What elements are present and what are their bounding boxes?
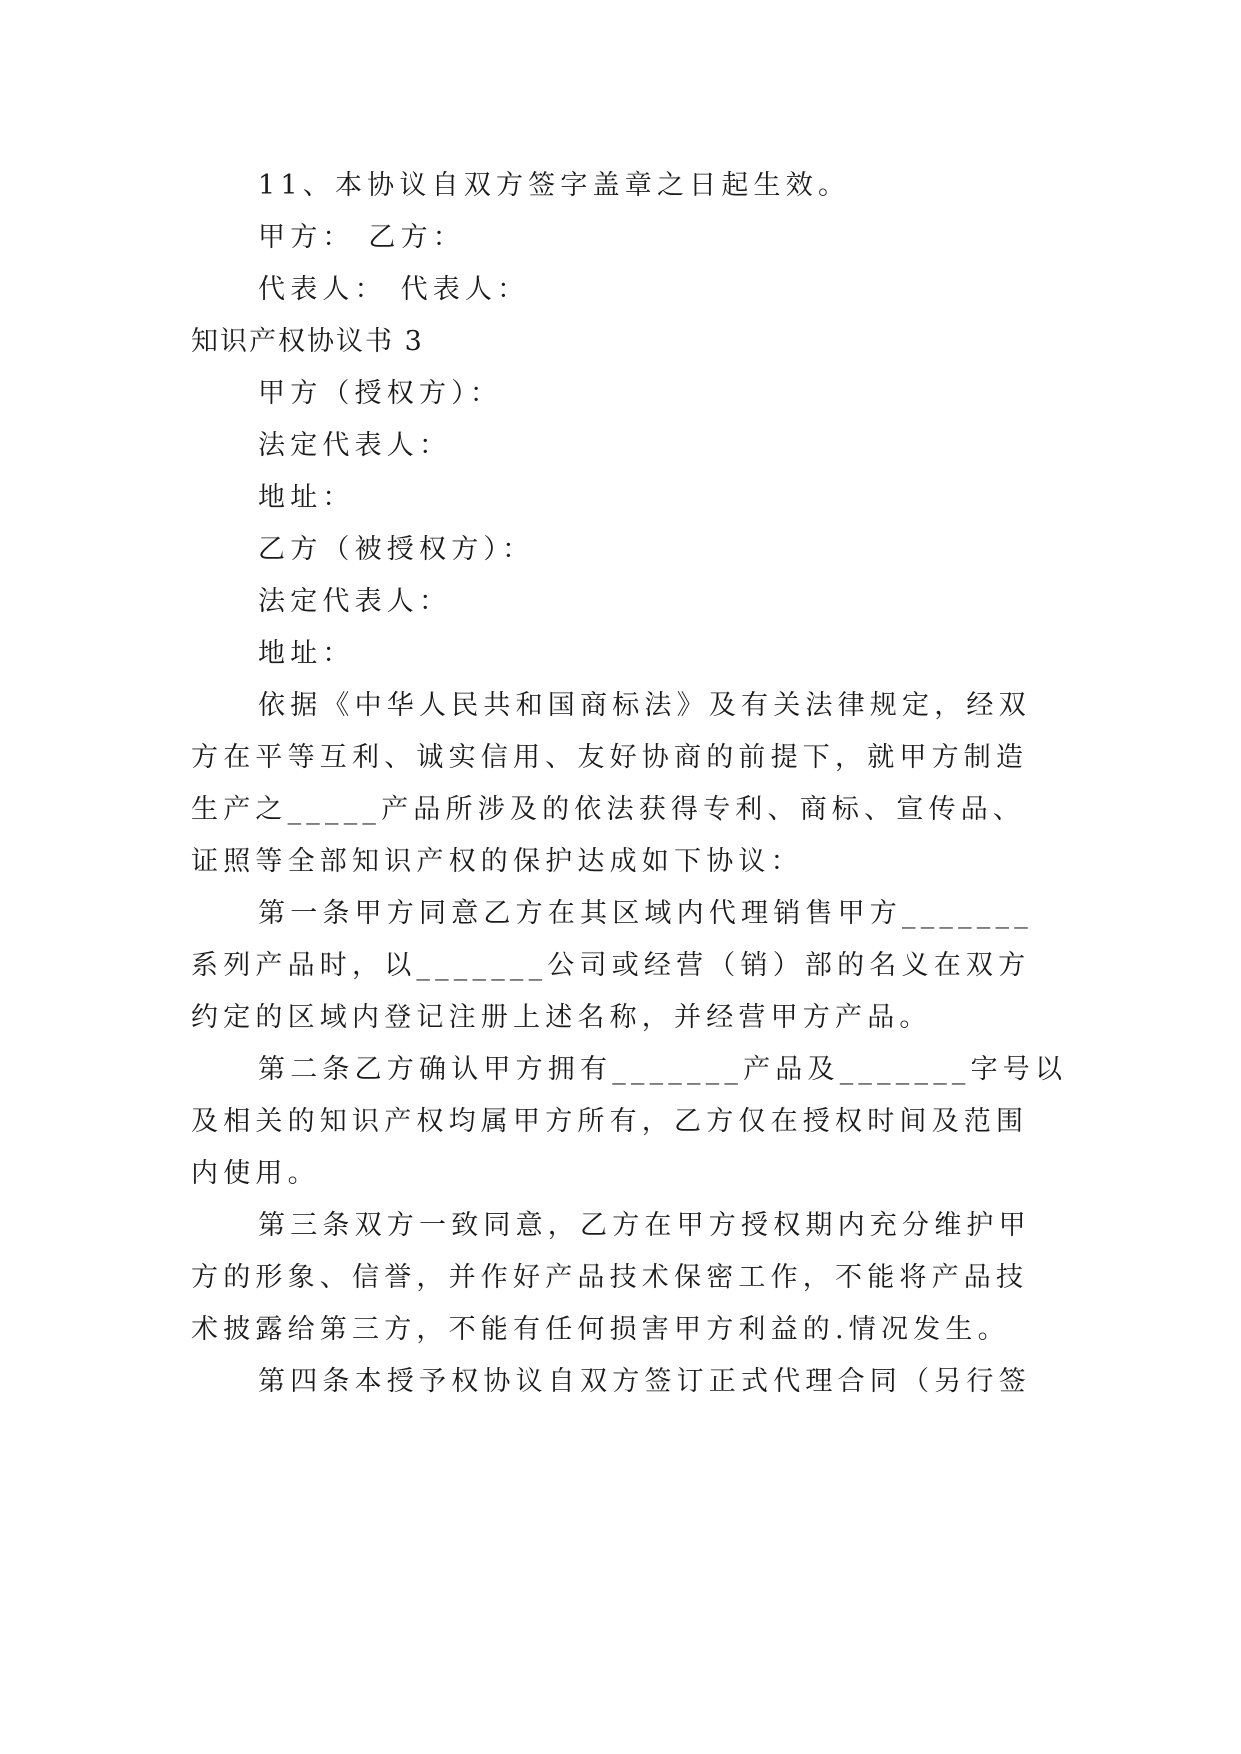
preamble-line-4: 证照等全部知识产权的保护达成如下协议： [191,846,803,877]
article-2-line-2: 及相关的知识产权均属甲方所有，乙方仅在授权时间及范围 [191,1106,1029,1137]
party-a-label: 甲方（授权方）： [258,378,503,409]
clause-11-effective: 11、本协议自双方签字盖章之日起生效。 [258,170,851,201]
article-2-line-3: 内使用。 [191,1158,320,1189]
article-2-line-1: 第二条乙方确认甲方拥有_______产品及_______字号以 [258,1054,1068,1085]
party-a-legal-rep: 法定代表人： [258,430,452,461]
article-1-line-1: 第一条甲方同意乙方在其区域内代理销售甲方_______ [258,898,1033,929]
party-a-address: 地址： [258,482,355,513]
article-3-line-1: 第三条双方一致同意，乙方在甲方授权期内充分维护甲 [258,1210,1031,1241]
article-1-line-2: 系列产品时，以_______公司或经营（销）部的名义在双方 [191,950,1031,981]
preamble-line-2: 方在平等互利、诚实信用、友好协商的前提下，就甲方制造 [191,742,1029,773]
article-3-line-2: 方的形象、信誉，并作好产品技术保密工作，不能将产品技 [191,1262,1029,1293]
party-signature-line: 甲方： 乙方： [258,222,465,253]
preamble-line-3: 生产之_____产品所涉及的依法获得专利、商标、宣传品、 [191,794,1026,825]
party-b-label: 乙方（被授权方）： [258,534,535,565]
preamble-line-1: 依据《中华人民共和国商标法》及有关法律规定，经双 [258,690,1031,721]
article-4-line-1: 第四条本授予权协议自双方签订正式代理合同（另行签 [258,1366,1031,1397]
article-1-line-3: 约定的区域内登记注册上述名称，并经营甲方产品。 [191,1002,932,1033]
article-3-line-3: 术披露给第三方，不能有任何损害甲方利益的.情况发生。 [191,1314,1010,1345]
party-b-legal-rep: 法定代表人： [258,586,452,617]
document-title: 知识产权协议书 3 [191,326,424,357]
representative-signature-line: 代表人： 代表人： [258,274,530,305]
party-b-address: 地址： [258,638,355,669]
